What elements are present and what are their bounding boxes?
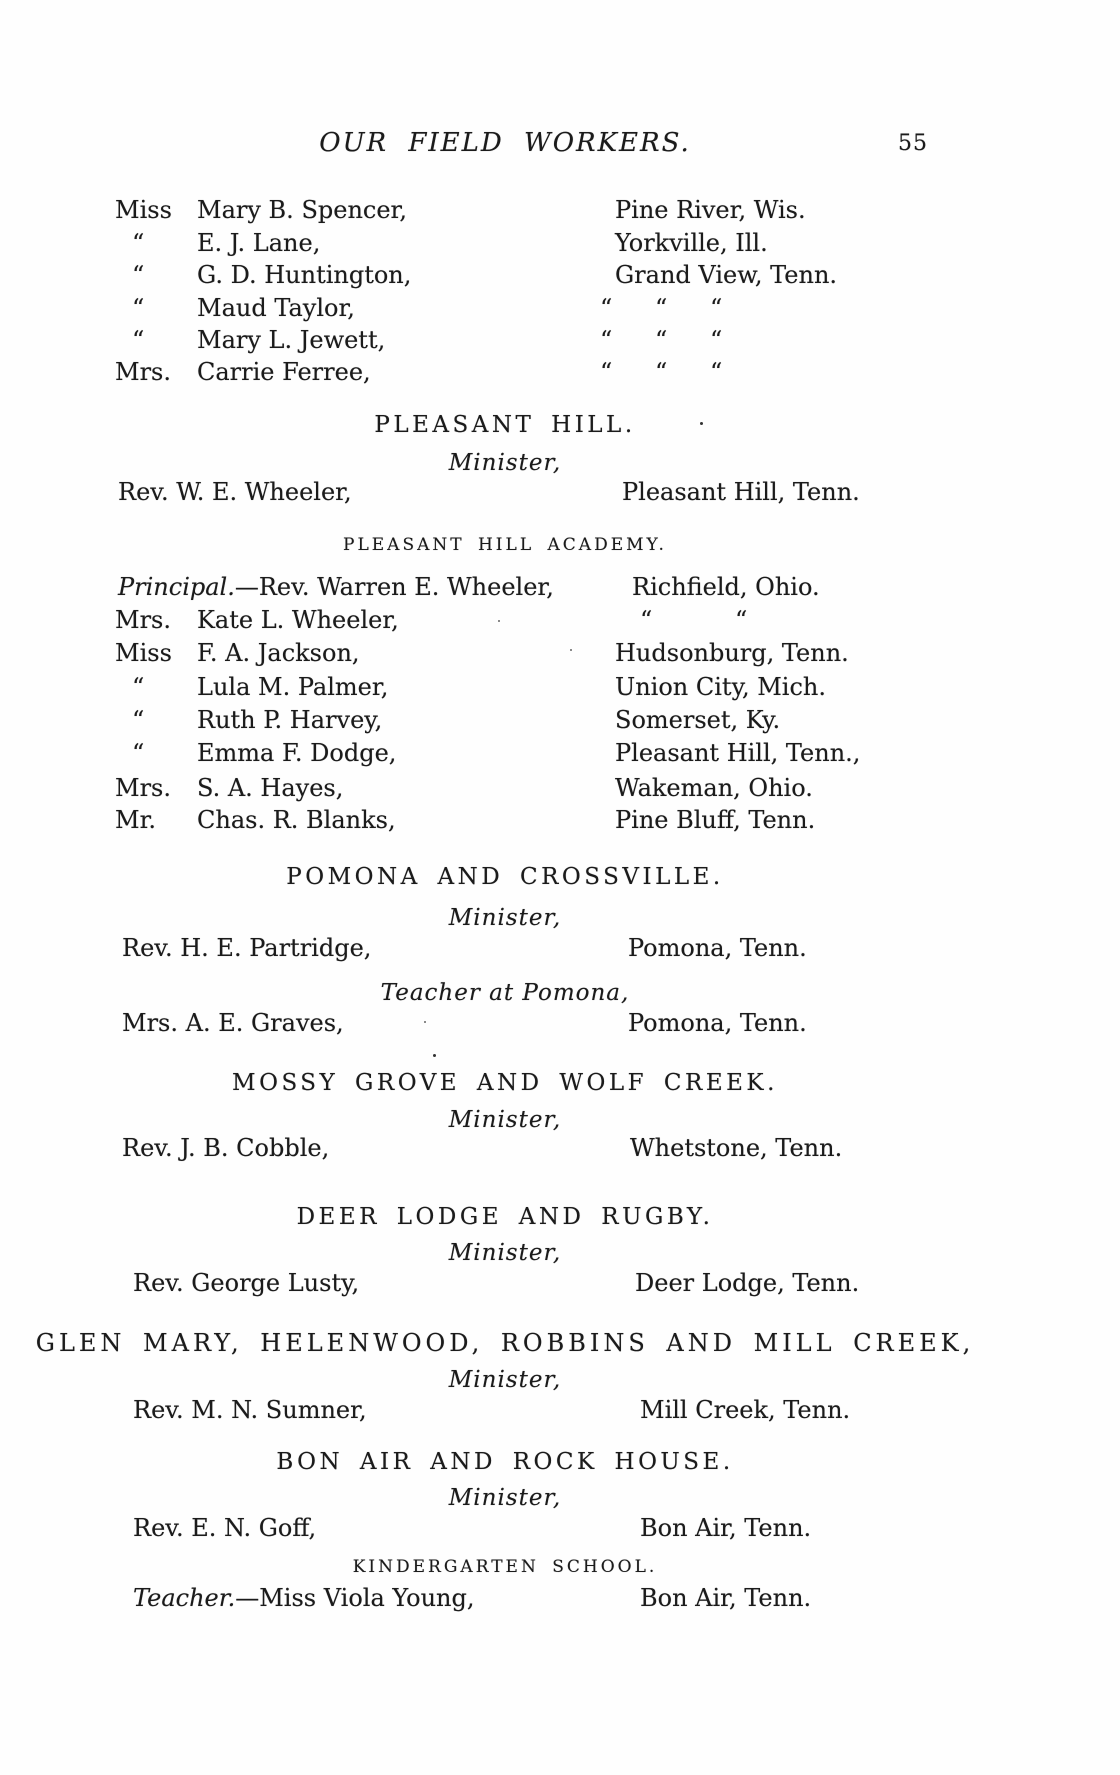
worker-name: Carrie Ferree, xyxy=(197,358,371,386)
worker-name: Mary L. Jewett, xyxy=(197,326,386,354)
section-heading-bon-air: BON AIR AND ROCK HOUSE. xyxy=(276,1449,734,1475)
worker-name: F. A. Jackson, xyxy=(197,639,360,667)
worker-name: Kate L. Wheeler, xyxy=(197,606,399,634)
worker-name: Mary B. Spencer, xyxy=(197,196,408,224)
worker-name-cell xyxy=(115,291,355,325)
worker-name-cell xyxy=(115,771,343,805)
ditto-mark: “ xyxy=(132,706,145,734)
minister-name: Rev. J. B. Cobble, xyxy=(122,1134,330,1162)
location-ditto-marks xyxy=(600,323,765,357)
principal-row xyxy=(0,570,1120,604)
teacher-row xyxy=(0,1581,1120,1615)
worker-name-cell xyxy=(115,193,407,227)
scan-artifact-dot xyxy=(498,620,500,622)
role-label-minister: Minister, xyxy=(448,1240,562,1266)
minister-row xyxy=(0,475,1120,509)
location-ditto-marks xyxy=(600,291,765,325)
minister-row xyxy=(0,1511,1120,1545)
section-heading-kindergarten: KINDERGARTEN SCHOOL. xyxy=(352,1557,658,1577)
page-number: 55 xyxy=(898,131,928,156)
ditto-mark: “ xyxy=(132,326,145,354)
minister-location: Mill Creek, Tenn. xyxy=(640,1396,851,1424)
ditto-mark: “ xyxy=(132,261,145,289)
principal-label: Principal. xyxy=(118,573,235,601)
worker-row xyxy=(0,703,1120,737)
ditto-mark: “ xyxy=(710,358,723,386)
ditto-mark: “ xyxy=(600,294,613,322)
worker-row xyxy=(0,771,1120,805)
worker-name-cell xyxy=(115,323,385,357)
worker-name: Lula M. Palmer, xyxy=(197,673,389,701)
worker-name-cell xyxy=(115,803,396,837)
worker-location: Yorkville, Ill. xyxy=(615,229,768,257)
worker-name-cell xyxy=(115,636,360,670)
worker-prefix: Mrs. xyxy=(115,606,171,634)
worker-name-cell xyxy=(115,736,396,770)
role-label-minister: Minister, xyxy=(448,450,562,476)
worker-name: Chas. R. Blanks, xyxy=(197,806,396,834)
minister-location: Deer Lodge, Tenn. xyxy=(635,1269,860,1297)
worker-name-cell xyxy=(115,670,388,704)
worker-name: Maud Taylor, xyxy=(197,294,355,322)
worker-row xyxy=(0,226,1120,260)
worker-name: E. J. Lane, xyxy=(197,229,321,257)
ditto-mark: “ xyxy=(640,606,653,634)
minister-name: Rev. M. N. Sumner, xyxy=(133,1396,367,1424)
section-heading-pomona: POMONA AND CROSSVILLE. xyxy=(286,864,724,890)
worker-name: Ruth P. Harvey, xyxy=(197,706,383,734)
ditto-mark: “ xyxy=(132,229,145,257)
ditto-mark: “ xyxy=(735,606,748,634)
worker-row xyxy=(0,291,1120,325)
worker-location: Hudsonburg, Tenn. xyxy=(615,639,849,667)
worker-location: Pine Bluff, Tenn. xyxy=(615,806,816,834)
teacher-location: Pomona, Tenn. xyxy=(628,1009,807,1037)
principal-name-cell xyxy=(118,570,554,604)
worker-location: Somerset, Ky. xyxy=(615,706,781,734)
worker-prefix: Miss xyxy=(115,196,172,224)
worker-row xyxy=(0,193,1120,227)
minister-name: Rev. H. E. Partridge, xyxy=(122,934,372,962)
ditto-mark: “ xyxy=(600,358,613,386)
role-label-minister: Minister, xyxy=(448,1485,562,1511)
worker-location: Pine River, Wis. xyxy=(615,196,806,224)
scan-artifact-dot xyxy=(570,649,572,651)
section-heading-mossy-grove: MOSSY GROVE AND WOLF CREEK. xyxy=(232,1070,778,1096)
worker-row xyxy=(0,736,1120,770)
minister-row xyxy=(0,1266,1120,1300)
teacher-name: Mrs. A. E. Graves, xyxy=(122,1009,344,1037)
worker-location: Grand View, Tenn. xyxy=(615,261,838,289)
section-heading-academy: PLEASANT HILL ACADEMY. xyxy=(343,535,667,555)
worker-row xyxy=(0,636,1120,670)
worker-prefix: Mr. xyxy=(115,806,157,834)
running-head-title: OUR FIELD WORKERS. xyxy=(319,128,691,158)
minister-location: Pomona, Tenn. xyxy=(628,934,807,962)
teacher-label: Teacher. xyxy=(133,1584,236,1612)
worker-name: G. D. Huntington, xyxy=(197,261,412,289)
minister-name: Rev. E. N. Goff, xyxy=(133,1514,317,1542)
worker-prefix: Miss xyxy=(115,639,172,667)
ditto-mark: “ xyxy=(132,739,145,767)
worker-prefix: Mrs. xyxy=(115,774,171,802)
minister-row xyxy=(0,931,1120,965)
worker-name: S. A. Hayes, xyxy=(197,774,344,802)
ditto-mark: “ xyxy=(710,326,723,354)
minister-location: Whetstone, Tenn. xyxy=(630,1134,843,1162)
worker-row xyxy=(0,355,1120,389)
principal-name: —Rev. Warren E. Wheeler, xyxy=(234,573,554,601)
ditto-mark: “ xyxy=(655,358,668,386)
minister-row xyxy=(0,1393,1120,1427)
worker-row xyxy=(0,803,1120,837)
scan-artifact-dot xyxy=(433,1054,436,1057)
minister-location: Bon Air, Tenn. xyxy=(640,1514,812,1542)
worker-row xyxy=(0,670,1120,704)
worker-location: Pleasant Hill, Tenn., xyxy=(615,739,861,767)
teacher-name-cell xyxy=(133,1581,475,1615)
section-heading-glen-mary: GLEN MARY, HELENWOOD, ROBBINS AND MILL CREEK, xyxy=(35,1329,975,1357)
worker-location: Union City, Mich. xyxy=(615,673,826,701)
minister-name: Rev. George Lusty, xyxy=(133,1269,360,1297)
ditto-mark: “ xyxy=(710,294,723,322)
location-ditto-marks xyxy=(640,603,830,637)
role-label-teacher-at-pomona: Teacher at Pomona, xyxy=(380,980,630,1006)
minister-name: Rev. W. E. Wheeler, xyxy=(118,478,352,506)
ditto-mark: “ xyxy=(132,294,145,322)
ditto-mark: “ xyxy=(132,673,145,701)
worker-prefix: Mrs. xyxy=(115,358,171,386)
ditto-mark: “ xyxy=(600,326,613,354)
section-heading-deer-lodge: DEER LODGE AND RUGBY. xyxy=(296,1204,714,1230)
worker-name-cell xyxy=(115,226,320,260)
role-label-minister: Minister, xyxy=(448,1107,562,1133)
minister-row xyxy=(0,1131,1120,1165)
ditto-mark: “ xyxy=(655,326,668,354)
worker-name-cell xyxy=(115,703,382,737)
principal-location: Richfield, Ohio. xyxy=(632,573,820,601)
worker-location: Wakeman, Ohio. xyxy=(615,774,813,802)
minister-location: Pleasant Hill, Tenn. xyxy=(622,478,860,506)
worker-name-cell xyxy=(115,258,411,292)
teacher-location: Bon Air, Tenn. xyxy=(640,1584,812,1612)
worker-row xyxy=(0,258,1120,292)
role-label-minister: Minister, xyxy=(448,905,562,931)
scan-artifact-dot xyxy=(700,422,703,425)
worker-row xyxy=(0,603,1120,637)
section-heading-pleasant-hill: PLEASANT HILL. xyxy=(374,412,636,438)
worker-name: Emma F. Dodge, xyxy=(197,739,397,767)
teacher-name: —Miss Viola Young, xyxy=(235,1584,475,1612)
location-ditto-marks xyxy=(600,355,765,389)
worker-name-cell xyxy=(115,603,399,637)
role-label-minister: Minister, xyxy=(448,1367,562,1393)
teacher-row xyxy=(0,1006,1120,1040)
scan-artifact-dot xyxy=(424,1021,426,1023)
ditto-mark: “ xyxy=(655,294,668,322)
worker-row xyxy=(0,323,1120,357)
worker-name-cell xyxy=(115,355,371,389)
